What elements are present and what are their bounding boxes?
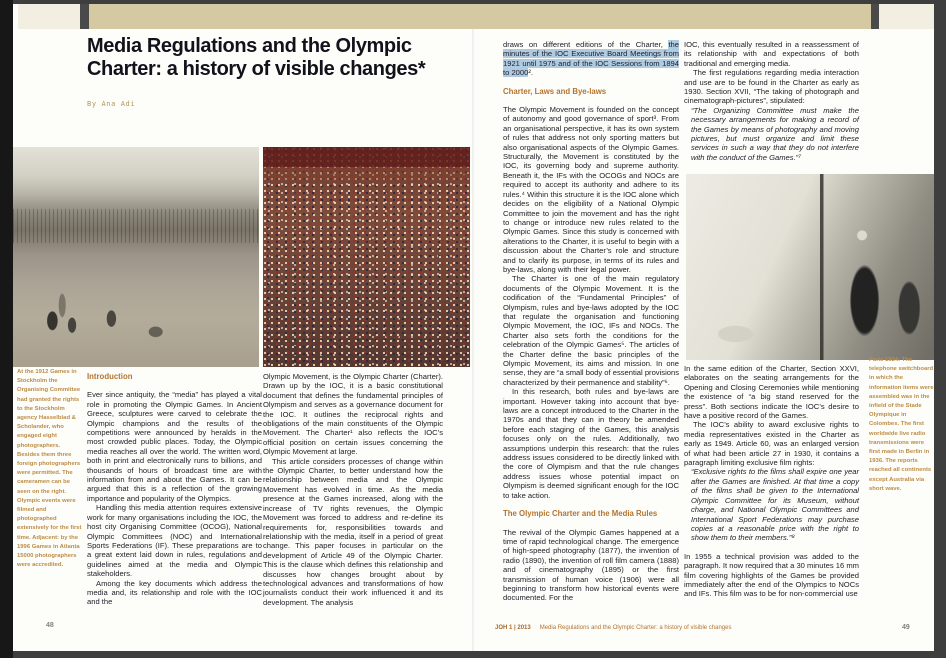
paragraph: In this research, both rules and bye-laws are important. However taking into account that bye-laws are a concept introduced to the Charter in the 1970s and that they can in theory be amended before each staging of the Games, this analysis focuses only on the rules. Additionally, two assumptions underpin this research: that the rules address issues considered to be directly linked with the core of Olympism and that the rule changes address issues whose potential impact on Olympism is deemed significant enough for the IOC to take action. [503, 387, 679, 500]
paragraph: The revival of the Olympic Games happened at a time of rapid technological change. The emergence of high-speed photography (1877), the invention of radio (1890), the invention of roll film camera (1888) and of cinematography (1895) or the first transmission of human voice (1906) were all beginning to transform how historical events were documented. For the [503, 527, 679, 603]
paragraph: Among the key documents which address the media and, its relationship and role with the IOC and the [87, 578, 262, 607]
footer-article-title: Media Regulations and the Olympic Charter: a history of visible changes [539, 625, 732, 631]
paragraph: Handling this media attention requires extensive work for many organisations including the IOC, the host city Organising Committee (OCOG), National Olympic Committees (NOC) and International Sports Federations (IF). These preparations are to a great extent laid down in rules, regulations and guidelines aimed at the media and Olympic stakeholders. [87, 503, 262, 579]
selected-text-highlight[interactable]: the minutes of the IOC Executive Board Meetings from 1921 until 1975 and of the IOC Sessions from 1894 to 2000 [503, 40, 679, 78]
page-number-left: 48 [46, 622, 54, 629]
paragraph: The Charter is one of the main regulatory documents of the Olympic Movement. It is the codification of the “Fundamental Principles” of Olympism, rules and bye-laws adopted by the IOC that regulate the organisation and functioning Olympic Movement, the IOC, IFs and NOCs. The Charter also sets forth the conditions for the celebration of the Olympic Games⁵. The articles of the Charter define the basic principles of the Olympic Movement, its aims and mission. In one sense, they are “a small body of essential provisions characterized by their permanence and stability”⁶. [503, 274, 680, 387]
section-heading-media-rules: The Olympic Charter and the Media Rules [503, 509, 658, 519]
header-bar-cream-right [879, 4, 934, 29]
page-spread [13, 4, 934, 651]
paragraph-with-selection [503, 40, 679, 78]
header-bar-gap [871, 4, 879, 29]
photo-caption-left: At the 1912 Games in Stockholm the Organising Committee had granted the rights to the Stockholm agency Hasselblad & Scholander, who engaged eight photographers. Besides them three foreign photographers were permitted. The cameramen can be seen on the right. Olympic events were filmed and photographed extensively for the first time. Adjacent: by the 1996 Games in Atlanta 15000 photographers were accredited. [17, 369, 82, 569]
viewer-left-edge [0, 0, 13, 658]
left-page-column-2 [263, 372, 443, 636]
text-before-selection: draws on different editions of the Charter, [503, 40, 669, 49]
article-title: Media Regulations and the Olympic Charter: a history of visible changes* [87, 35, 426, 80]
article-byline: By Ana Adi [87, 100, 136, 108]
paragraph: Olympic Movement, is the Olympic Charter (Charter). Drawn up by the IOC, it is a basic constitutional document that defines the fundamental principles of Olympism and serves as a governance document for the IOC. It outlines the reciprocal rights and obligations of the main constituents of the Olympic Movement. The Charter¹ also reflects the IOC’s official position on certain issues concerning the Olympic Movement at large. [263, 372, 443, 457]
paragraph: The Olympic Movement is founded on the concept of autonomy and good governance of sport³. From an organisational perspective, it has its own system of rules that address not only sporting matters but also organisational aspects of the Olympic Games. Structurally, the Movement is constituted by the IOC, its governing body and supreme authority. Beneath it, the IFs with the OCOGs and NOCs are required to accept its authority and adhere to its rules.⁴ Within this structure it is the IOC alone which decides on the eligibility of a National Olympic Committee to join the movement and has the right to change or introduce new rules related to the Olympic Games. Since this study is concerned with alterations to the Charter, it is useful to begin with a discussion about the Charter’s role and structure and to clarify its purpose, in terms of its rules and bye-laws, along with their legal power. [503, 105, 679, 274]
paragraph: In 1955 a technical provision was added to the paragraph. It now required that a 30 minutes 16 mm film covering highlights of the Games be provided immediately after the end of the Olympics to NOCs and IFs. This film was to be for non-commercial use [684, 551, 859, 599]
photo-caption-right: Paris 1924: The telephone switchboard in which the information items were assembled was in the infield of the Stade Olympique in Colombes. The first worldwide live radio transmissions were first made in Berlin in 1936. The reports reached all continents except Australia via short wave. [869, 357, 934, 492]
block-quote: “The Organizing Committee must make the necessary arrangements for making a record of the Games by means of photography and moving pictures, but must organize and limit these services in such a way that they do not interfere with the conduct of the Games.”⁷ [691, 105, 859, 162]
page-number-right: 49 [902, 624, 910, 631]
running-footer [495, 625, 731, 631]
right-page-column-2-lower [684, 364, 859, 599]
right-page-column-1 [503, 40, 679, 636]
text-after-selection: ². [528, 68, 533, 78]
page-gutter [472, 4, 475, 651]
photo-atlanta-1996-photographers-crowd [263, 147, 470, 367]
photo-paris-1924-switchboard [686, 174, 934, 360]
paragraph: In the same edition of the Charter, Section XXVI, elaborates on the seating arrangements for the Opening and Closing Ceremonies while mentioning the existence of “a big stand reserved for the press”. Both sections indicate the IOC’s desire to have a positive record of the Games. [684, 364, 859, 421]
header-bar-tan [89, 4, 871, 29]
right-page-column-2-upper [684, 40, 859, 162]
header-bar-gap [80, 4, 89, 29]
paragraph: The IOC’s ability to award exclusive rights to media representatives existed in the Charter as early as 1949. Article 60, was an enlarged version of what had been article 27 in 1930, it contains a paragraph limiting exclusive film rights: [684, 420, 859, 468]
header-bar-cream-left [18, 4, 80, 29]
paragraph: IOC, this eventually resulted in a reassessment of its relationship with and expectations of both traditional and emerging media. [684, 40, 859, 68]
paragraph: The first regulations regarding media interaction and use are to be found in the Charter as early as 1930. Section XVII, “The taking of photograph and cinematograph-pictures”, stipulated: [684, 68, 859, 106]
section-heading-charter-laws: Charter, Laws and Bye-laws [503, 86, 607, 96]
left-page-column-1 [87, 372, 262, 636]
block-quote: “Exclusive rights to the films shall expire one year after the Games are finished. At that time a copy of the films shall be given to the International Olympic Committee for its Museum, without charge, and National Olympic Committees and International Sport Federations may purchase copies at a reasonable price with the right to show them to their members.”⁸ [691, 467, 859, 543]
photo-stockholm-1912-cameramen [13, 147, 259, 367]
footer-journal-issue: JOH 1 | 2013 [495, 625, 531, 631]
paragraph: This article considers processes of change within the Olympic Charter, to better understand how the relationship between media and the Olympic Movement has evolved in time. As the media presence at the Games increased, along with the increase of TV rights revenues, the Olympic Movement was forced to address and re-define its requirements for, responsibilities towards and relationship with the media, itself in a period of great change. This paper focuses in particular on the development of Article 49 of the Olympic Charter. This is the clause which defines this relationship and discusses how changes brought about by technological advances and transformations of how journalists conduct their work influenced it and its development. The analysis [263, 456, 443, 607]
section-heading-introduction: Introduction [87, 372, 133, 381]
paragraph: Ever since antiquity, the “media” has played a vital role in promoting the Olympic Games. In Ancient Greece, sculptures were carved to celebrate the Olympic champions and the results of the competitions were announced by heralds in the most crowded public places. Today, the Olympic media reaches all over the world. The written word, both in print and electronically runs to billions, and thousands of hours of broadcast time are with information from and about the Games. It can be argued that this is a reflection of the growing importance and popularity of the Olympics. [87, 390, 262, 503]
